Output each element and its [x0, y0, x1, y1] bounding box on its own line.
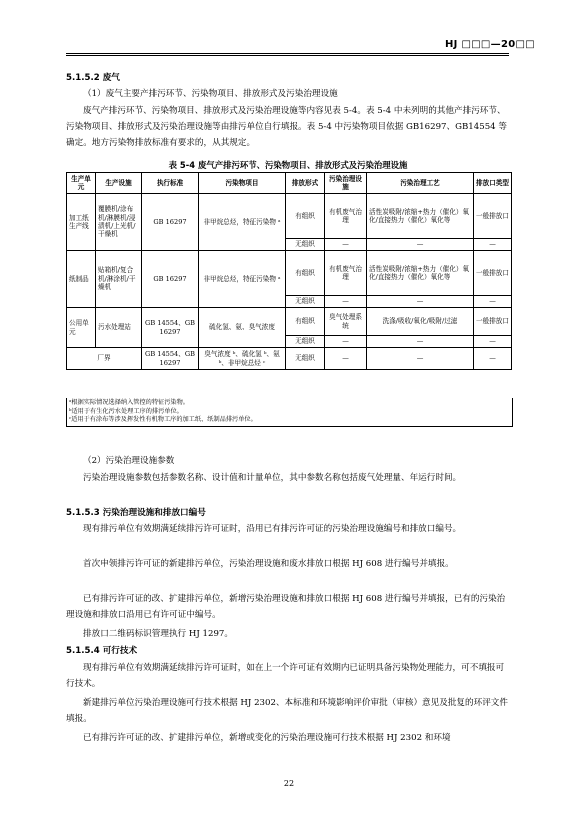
- table-row: [67, 251, 512, 296]
- subheading-2: （2）污染治理设施参数: [83, 456, 175, 466]
- cell-treatment: 臭气处理系统: [325, 308, 367, 336]
- table-row: [67, 348, 512, 370]
- cell-unit: 纸制品: [67, 251, 96, 308]
- table-note: ᵃ根据实际情况选择纳入管控的特征污染物。: [69, 399, 189, 406]
- cell-standard: GB 16297: [142, 251, 199, 308]
- cell-dash: —: [474, 239, 512, 251]
- table-header-row: [67, 173, 512, 194]
- paragraph-numbering-3: 已有排污许可证的改、扩建排污单位，新增污染治理设施和排放口根据 HJ 608 进行编号并填报，已有的污染治理设施和排放口沿用已有许可证中编号。: [66, 594, 506, 620]
- section-heading-5-1-5-3: 5.1.5.3 污染治理设施和排放口编号: [66, 508, 206, 518]
- cell-dash: —: [367, 296, 474, 308]
- paragraph-technology-3: 已有排污许可证的改、扩建排污单位，新增或变化的污染治理设施可行技术根据 HJ 2302 和环境: [83, 733, 451, 743]
- cell-dash: —: [325, 336, 367, 348]
- cell-facility: 贴箱机/复合机/淋涂机/干燥机: [96, 251, 142, 308]
- col-header: 执行标准: [142, 173, 199, 194]
- document-code-header: HJ □□□—20□□: [444, 39, 535, 50]
- col-header: 生产单元: [67, 173, 96, 194]
- cell-pollutant: 非甲烷总烃，特征污染物 ᵃ: [199, 251, 286, 308]
- cell-form: 无组织: [286, 296, 325, 308]
- cell-outlet: 一般排放口: [474, 251, 512, 296]
- cell-form: 有组织: [286, 251, 325, 296]
- paragraph-waste-gas: 废气产排污环节、污染物项目、排放形式及污染治理设施等内容见表 5-4。表 5-4 中未列明的其他产排污环节、污染物项目、排放形式及污染治理设施等由排污单位自行填报。表 5-4 中污染物项目依据 GB16297、GB14554 等确定。地方污染物排放标准有要求的，从其规定。: [66, 106, 507, 148]
- subheading-1: （1）废气主要产排污环节、污染物项目、排放形式及污染治理设施: [83, 89, 338, 99]
- table-row: [67, 194, 512, 239]
- cell-standard: GB 16297: [142, 194, 199, 251]
- header-rule: [66, 53, 509, 54]
- cell-unit: 厂界: [67, 348, 142, 370]
- cell-technology: 活性炭吸附/浓缩+热力（催化）氧化/直接热力（催化）氧化等: [367, 251, 474, 296]
- cell-facility: 覆膜机/涂布机/淋膜机/浸渍机/上光机/干燥机: [96, 194, 142, 251]
- cell-treatment: 有机废气治理: [325, 194, 367, 239]
- cell-pollutant: 臭气浓度 ᵇ、硫化氢 ᵇ、氨 ᵇ、非甲烷总烃 ᶜ: [199, 348, 286, 370]
- cell-unit: 加工纸生产线: [67, 194, 96, 251]
- col-header: 排放口类型: [474, 173, 512, 194]
- paragraph-numbering-1: 现有排污单位有效期满延续排污许可证时，沿用已有排污许可证的污染治理设施编号和排放口编号。: [83, 524, 462, 534]
- table-note: ᵇ适用于有生化污水处理工序的排污单位。: [69, 407, 183, 415]
- cell-dash: —: [474, 336, 512, 348]
- cell-technology: 活性炭吸附/浓缩+热力（催化）氧化/直接热力（催化）氧化等: [367, 194, 474, 239]
- table-notes: [66, 398, 513, 427]
- cell-dash: —: [474, 296, 512, 308]
- table-caption: 表 5-4 废气产排污环节、污染物项目、排放形式及污染治理设施: [168, 160, 408, 170]
- cell-form: 有组织: [286, 308, 325, 336]
- cell-dash: —: [367, 348, 474, 370]
- cell-dash: —: [325, 239, 367, 251]
- paragraph-numbering-4: 排放口二维码标识管理执行 HJ 1297。: [83, 629, 233, 639]
- cell-dash: —: [325, 348, 367, 370]
- col-header: 生产设施: [96, 173, 142, 194]
- cell-pollutant: 硫化氢、氨、臭气浓度: [199, 308, 286, 348]
- paragraph-technology-2: 新建排污单位污染治理设施可行技术根据 HJ 2302、本标准和环境影响评价审批（审核）意见及批复的环评文件填报。: [66, 698, 508, 724]
- header-rule-thin: [66, 55, 509, 56]
- section-heading-5-1-5-4: 5.1.5.4 可行技术: [66, 646, 138, 656]
- waste-gas-table: [66, 172, 512, 370]
- cell-dash: —: [367, 239, 474, 251]
- cell-form: 无组织: [286, 348, 325, 370]
- cell-form: 无组织: [286, 336, 325, 348]
- page-number: 22: [283, 779, 295, 788]
- cell-dash: —: [474, 348, 512, 370]
- cell-technology: 洗涤/吸收/氧化/吸附/过滤: [367, 308, 474, 336]
- cell-dash: —: [367, 336, 474, 348]
- cell-form: 无组织: [286, 239, 325, 251]
- cell-outlet: 一般排放口: [474, 308, 512, 336]
- cell-form: 有组织: [286, 194, 325, 239]
- cell-standard: GB 14554、GB 16297: [142, 308, 199, 348]
- cell-dash: —: [325, 296, 367, 308]
- col-header: 污染物项目: [199, 173, 286, 194]
- cell-unit: 公用单元: [67, 308, 96, 348]
- col-header: 污染治理工艺: [367, 173, 474, 194]
- cell-treatment: 有机废气治理: [325, 251, 367, 296]
- paragraph-technology-1: 现有排污单位有效期满延续排污许可证时，如在上一个许可证有效期内已证明具备污染物处理能力，可不填报可行技术。: [66, 663, 505, 689]
- col-header: 污染治理设施: [325, 173, 367, 194]
- cell-outlet: 一般排放口: [474, 194, 512, 239]
- paragraph-numbering-2: 首次申领排污许可证的新建排污单位，污染治理设施和废水排放口根据 HJ 608 进行编号并填报。: [83, 559, 454, 569]
- cell-standard: GB 14554、GB 16297: [142, 348, 199, 370]
- table-note: ᶜ适用于有涂布等涉及挥发性有机物工序的加工纸、纸制品排污单位。: [69, 416, 257, 424]
- cell-facility: 污水处理站: [96, 308, 142, 348]
- paragraph-parameters: 污染治理设施参数包括参数名称、设计值和计量单位，其中参数名称包括废气处理量、年运行时间。: [83, 473, 462, 483]
- col-header: 排放形式: [286, 173, 325, 194]
- table-row: [67, 308, 512, 336]
- section-heading-5-1-5-2: 5.1.5.2 废气: [66, 73, 120, 83]
- cell-pollutant: 非甲烷总烃，特征污染物 ᵃ: [199, 194, 286, 251]
